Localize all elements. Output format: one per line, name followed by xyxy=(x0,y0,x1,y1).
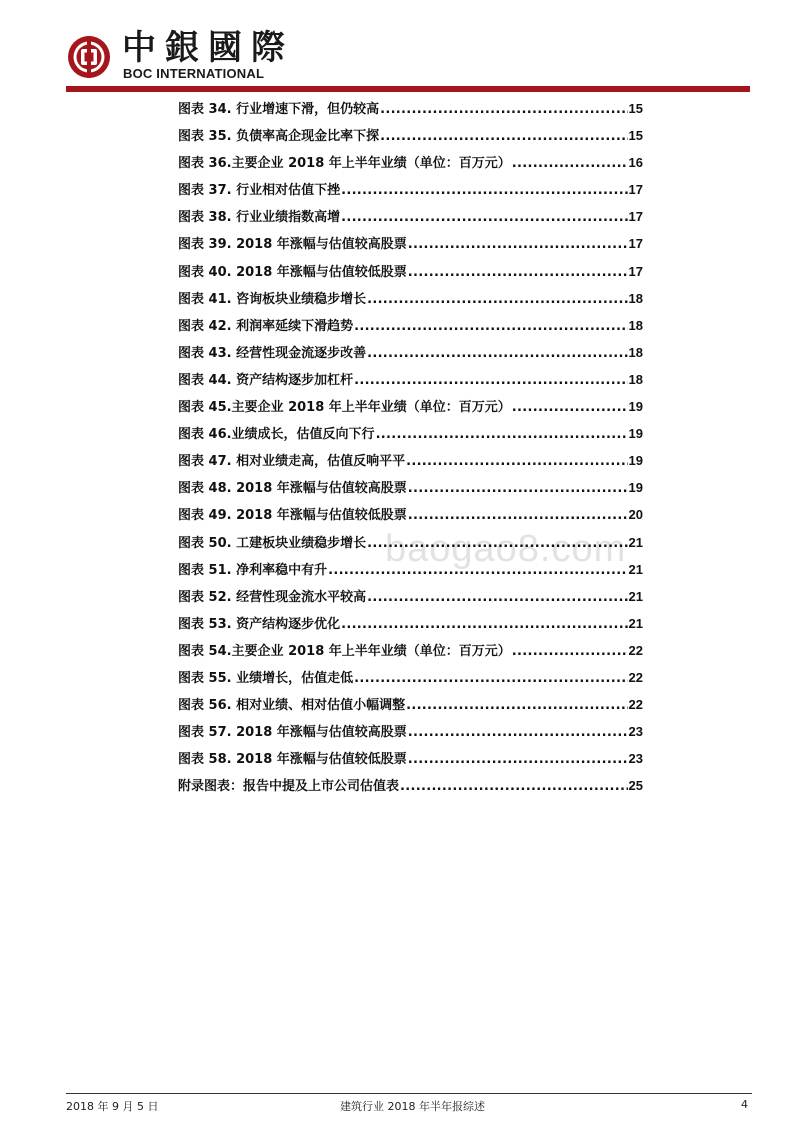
toc-leader-dots xyxy=(341,611,627,638)
toc-entry-page: 17 xyxy=(628,263,643,279)
toc-entry[interactable] xyxy=(178,258,643,285)
toc-entry-page: 19 xyxy=(628,426,643,442)
toc-leader-dots xyxy=(408,719,628,746)
toc-entry-page: 17 xyxy=(628,182,643,198)
toc-leader-dots xyxy=(406,448,627,475)
toc-entry[interactable] xyxy=(178,447,643,474)
footer-date: 2018 年 9 月 5 日 xyxy=(66,1100,159,1113)
toc-entry-title: 图表 47. 相对业绩走高，估值反响平平 xyxy=(178,454,406,470)
toc-entry-title: 图表 58. 2018 年涨幅与估值较低股票 xyxy=(178,752,407,768)
logo-chinese-name: 中銀國際 xyxy=(122,28,294,68)
toc-entry[interactable] xyxy=(178,556,643,583)
toc-entry-page: 25 xyxy=(628,778,643,794)
toc-leader-dots xyxy=(406,692,627,719)
toc-entry-page: 18 xyxy=(628,371,643,387)
toc-entry-title: 图表 39. 2018 年涨幅与估值较高股票 xyxy=(178,237,407,253)
toc-entry-title: 图表 43. 经营性现金流逐步改善 xyxy=(178,345,367,361)
toc-entry-page: 19 xyxy=(628,399,643,415)
toc-entry[interactable] xyxy=(178,339,643,366)
toc-leader-dots xyxy=(367,340,627,367)
toc-entry-title: 图表 36.主要企业 2018 年上半年业绩（单位：百万元） xyxy=(178,156,511,172)
toc-leader-dots xyxy=(341,204,627,231)
footer-title: 建筑行业 2018 年半年报综述 xyxy=(340,1100,485,1113)
toc-entry[interactable] xyxy=(178,772,643,799)
toc-entry[interactable] xyxy=(178,285,643,312)
toc-leader-dots xyxy=(341,177,627,204)
toc-entry[interactable] xyxy=(178,583,643,610)
toc-leader-dots xyxy=(512,638,628,665)
toc-entry[interactable] xyxy=(178,366,643,393)
toc-leader-dots xyxy=(376,421,628,448)
toc-leader-dots xyxy=(408,259,628,286)
footer-divider xyxy=(66,1093,752,1094)
toc-entry[interactable] xyxy=(178,718,643,745)
header-divider xyxy=(66,86,750,92)
toc-entry-title: 图表 44. 资产结构逐步加杠杆 xyxy=(178,372,354,388)
toc-leader-dots xyxy=(400,773,628,800)
toc-entry-page: 18 xyxy=(628,344,643,360)
toc-entry-page: 17 xyxy=(628,236,643,252)
toc-entry-title: 图表 57. 2018 年涨幅与估值较高股票 xyxy=(178,725,407,741)
toc-entry-page: 15 xyxy=(628,128,643,144)
toc-entry-title: 图表 51. 净利率稳中有升 xyxy=(178,562,328,578)
toc-entry-title: 图表 54.主要企业 2018 年上半年业绩（单位：百万元） xyxy=(178,643,511,659)
toc-entry[interactable] xyxy=(178,312,643,339)
toc-entry[interactable] xyxy=(178,474,643,501)
page-number: 4 xyxy=(741,1098,748,1111)
toc-entry-title: 图表 56. 相对业绩、相对估值小幅调整 xyxy=(178,698,406,714)
toc-leader-dots xyxy=(367,286,627,313)
toc-entry-page: 15 xyxy=(628,101,643,116)
toc-entry-title: 图表 45.主要企业 2018 年上半年业绩（单位：百万元） xyxy=(178,400,511,416)
toc-entry-title: 图表 49. 2018 年涨幅与估值较低股票 xyxy=(178,508,407,524)
toc-entry-page: 19 xyxy=(628,453,643,469)
toc-entry-title: 图表 38. 行业业绩指数高增 xyxy=(178,210,341,226)
page-header xyxy=(0,0,800,96)
toc-leader-dots xyxy=(408,502,628,529)
toc-leader-dots xyxy=(512,394,628,421)
toc-leader-dots xyxy=(354,367,627,394)
toc-entry-page: 16 xyxy=(628,155,643,171)
toc-entry-title: 图表 55. 业绩增长，估值走低 xyxy=(178,670,354,686)
toc-entry-page: 20 xyxy=(628,507,643,523)
toc-entry[interactable] xyxy=(178,637,643,664)
toc-entry-title: 图表 34. 行业增速下滑，但仍较高 xyxy=(178,102,380,117)
toc-entry-page: 21 xyxy=(628,615,643,631)
table-of-figures xyxy=(178,95,643,799)
toc-entry-title: 图表 35. 负债率高企现金比率下探 xyxy=(178,129,380,145)
toc-entry[interactable] xyxy=(178,393,643,420)
toc-entry[interactable] xyxy=(178,203,643,230)
watermark: baogao8.com xyxy=(385,528,627,570)
toc-leader-dots xyxy=(408,475,628,502)
toc-leader-dots xyxy=(408,746,628,773)
toc-entry[interactable] xyxy=(178,529,643,556)
toc-entry-page: 21 xyxy=(628,534,643,550)
toc-entry-page: 23 xyxy=(628,751,643,767)
toc-entry-title: 图表 40. 2018 年涨幅与估值较低股票 xyxy=(178,264,407,280)
toc-entry-title: 图表 37. 行业相对估值下挫 xyxy=(178,183,341,199)
toc-entry-page: 17 xyxy=(628,209,643,225)
toc-leader-dots xyxy=(367,584,627,611)
toc-leader-dots xyxy=(380,123,627,150)
toc-entry-page: 22 xyxy=(628,697,643,713)
toc-entry-title: 图表 52. 经营性现金流水平较高 xyxy=(178,589,367,605)
toc-entry-title: 附录图表：报告中提及上市公司估值表 xyxy=(178,779,400,795)
toc-entry-title: 图表 41. 咨询板块业绩稳步增长 xyxy=(178,291,367,307)
toc-entry[interactable] xyxy=(178,420,643,447)
toc-entry-page: 23 xyxy=(628,724,643,740)
toc-entry-page: 18 xyxy=(628,290,643,306)
toc-leader-dots xyxy=(408,231,628,258)
toc-entry[interactable] xyxy=(178,501,643,528)
logo-english-name: BOC INTERNATIONAL xyxy=(123,66,265,81)
toc-entry[interactable] xyxy=(178,95,643,122)
toc-entry[interactable] xyxy=(178,149,643,176)
toc-entry-page: 21 xyxy=(628,588,643,604)
toc-entry-page: 19 xyxy=(628,480,643,496)
toc-entry[interactable] xyxy=(178,664,643,691)
toc-leader-dots xyxy=(354,313,627,340)
toc-entry[interactable] xyxy=(178,176,643,203)
toc-entry-page: 22 xyxy=(628,642,643,658)
toc-entry-title: 图表 50. 工建板块业绩稳步增长 xyxy=(178,535,367,551)
toc-entry[interactable] xyxy=(178,230,643,257)
toc-leader-dots xyxy=(328,557,627,584)
toc-leader-dots xyxy=(367,530,627,557)
toc-entry[interactable] xyxy=(178,745,643,772)
toc-entry-title: 图表 48. 2018 年涨幅与估值较高股票 xyxy=(178,481,407,497)
toc-entry-page: 21 xyxy=(628,561,643,577)
toc-leader-dots xyxy=(380,96,627,123)
toc-entry-page: 22 xyxy=(628,669,643,685)
toc-entry[interactable] xyxy=(178,122,643,149)
toc-entry[interactable] xyxy=(178,610,643,637)
toc-entry-title: 图表 53. 资产结构逐步优化 xyxy=(178,616,341,632)
toc-leader-dots xyxy=(354,665,627,692)
toc-entry-title: 图表 46.业绩成长，估值反向下行 xyxy=(178,427,375,443)
toc-entry-title: 图表 42. 利润率延续下滑趋势 xyxy=(178,318,354,334)
toc-entry-page: 18 xyxy=(628,317,643,333)
toc-entry[interactable] xyxy=(178,691,643,718)
toc-leader-dots xyxy=(512,150,628,177)
boc-logo-icon xyxy=(66,34,112,80)
